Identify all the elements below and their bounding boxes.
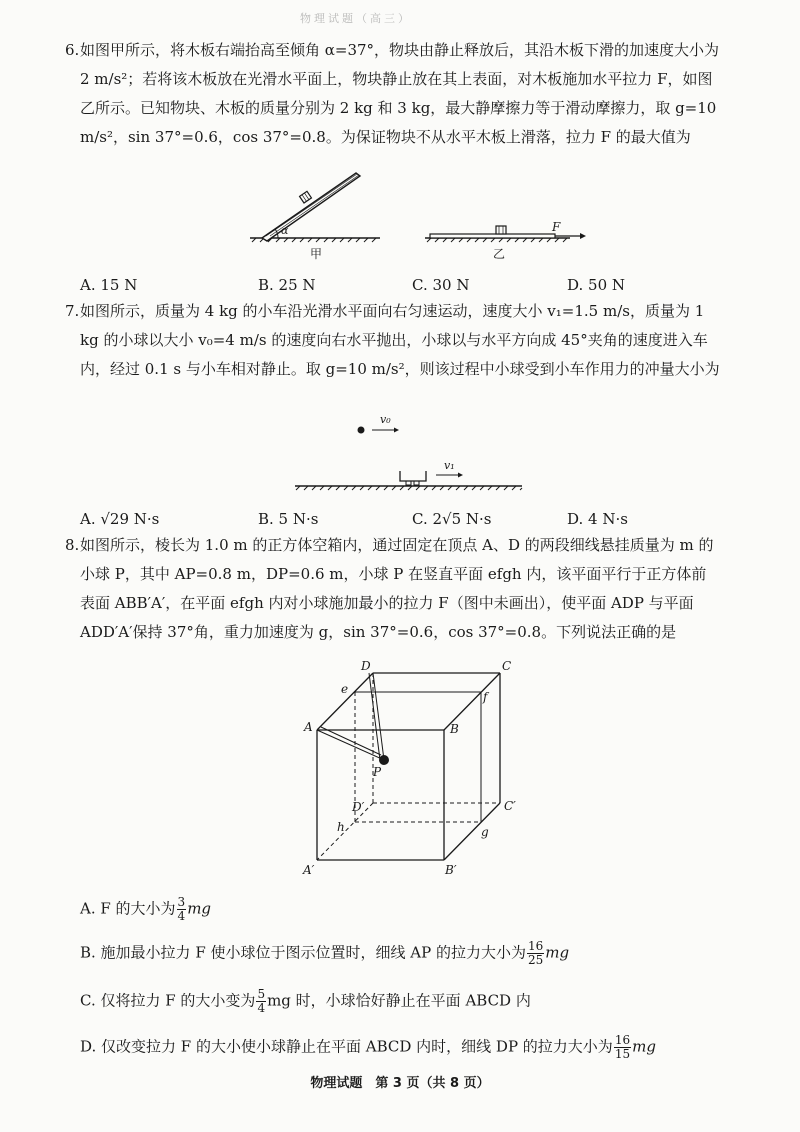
option-c[interactable]: C. 2√5 N·s [412,510,492,528]
option-a[interactable]: A. 15 N [80,276,138,294]
label-p: P [373,765,382,779]
option-text-tail: mg 时，小球恰好静止在平面 ABCD 内 [267,991,531,1010]
q8-option-b[interactable] [80,940,569,967]
q6-figure [240,170,590,265]
option-text-tail: mg [632,1037,656,1056]
question-number: 8. [65,536,80,554]
label-c-prime: C′ [504,799,516,813]
label-h: h [337,820,345,834]
question-8 [65,531,720,647]
ball-p [379,755,389,765]
label-a-prime: A′ [303,863,315,877]
cart [400,471,426,485]
angle-label: α [281,224,289,237]
v0-arrow-head [394,428,399,433]
fraction [527,940,544,967]
option-d[interactable]: D. 50 N [567,276,626,294]
flat-board [430,234,555,238]
option-text-tail: mg [545,943,570,962]
header-text: 物理试题（高三） [300,12,412,24]
question-6 [65,36,720,152]
cube-figure [295,655,535,880]
v1-label: v₁ [444,459,455,472]
label-b-prime: B′ [445,863,457,877]
figure-label-jia: 甲 [310,247,323,261]
page-footer: 物理试题 第 3 页（共 8 页） [310,1076,490,1091]
question-stem: 如图甲所示，将木板右端抬高至倾角 α=37°，物块由静止释放后，其沿木板下滑的加速度大小为 2 m/s²；若将该木板放在光滑水平面上，物块静止放在其上表面，对木板施加水平拉力 F，如图乙所示。已知物块、木板的质量分别为 2 kg 和 3 kg，最大静摩擦力等于滑动摩擦力，取 g=10 m/s²，sin 37°=0.6，cos 37°=0.8。为保证物块不从水平木板上滑落，拉力 F 的最大值为 [80,41,720,146]
option-text: D. 仅改变拉力 F 的大小使小球静止在平面 ABCD 内时，细线 DP 的拉力大小为 [80,1037,613,1056]
numerator: 3 [177,895,186,909]
label-b: B [450,722,459,736]
question-stem: 如图所示，质量为 4 kg 的小车沿光滑水平面向右匀速运动，速度大小 v₁=1.5 m/s，质量为 1 kg 的小球以大小 v₀=4 m/s 的速度向右水平抛出，小球以与水平方向成 45°夹角的速度进入车内，经过 0.1 s 与小车相对静止。取 g=10 m/s²，则该过程中小球受到小车作用力的冲量大小为 [80,302,720,378]
v0-label: v₀ [380,413,391,426]
fraction [256,988,266,1015]
label-f: f [483,690,488,704]
ground [295,486,522,490]
option-a[interactable]: A. √29 N·s [80,510,160,528]
label-e: e [341,682,349,696]
ground-right [425,238,570,242]
ball [358,427,365,434]
figure-label-yi: 乙 [493,247,506,261]
q7-figure [290,405,540,500]
denominator: 4 [177,909,186,923]
q8-option-d[interactable] [80,1034,656,1061]
denominator: 25 [527,953,544,967]
strings [317,673,384,760]
denominator: 4 [257,1001,266,1015]
q8-option-a[interactable] [80,896,211,923]
force-label: F [552,220,561,234]
option-b[interactable]: B. 25 N [258,276,316,294]
fraction [177,896,187,923]
question-number: 7. [65,302,80,320]
label-a: A [304,720,313,734]
option-d[interactable]: D. 4 N·s [567,510,628,528]
fraction [614,1034,631,1061]
question-7 [65,297,720,384]
label-c: C [502,659,512,673]
option-text: C. 仅将拉力 F 的大小变为 [80,991,256,1010]
option-b[interactable]: B. 5 N·s [258,510,319,528]
option-text-tail: mg [187,899,212,918]
option-c[interactable]: C. 30 N [412,276,470,294]
option-text: A. F 的大小为 [80,899,176,918]
block-on-incline [300,191,312,203]
question-number: 6. [65,41,80,59]
force-arrow-head [580,233,586,239]
question-stem: 如图所示，棱长为 1.0 m 的正方体空箱内，通过固定在顶点 A、D 的两段细线悬挂质量为 m 的小球 P，其中 AP=0.8 m，DP=0.6 m，小球 P 在竖直平面 efgh 内，该平面平行于正方体前表面 ABB′A′，在平面 efgh 内对小球施加最小的拉力 F（图中未画出），使平面 ADP 与平面 ADD′A′保持 37°角，重力加速度为 g，sin 37°=0.6，cos 37°=0.8。下列说法正确的是 [80,536,714,641]
v1-arrow-head [458,473,463,478]
block-on-board [496,226,506,234]
numerator: 16 [614,1033,631,1047]
label-g: g [481,825,489,839]
label-d: D [361,659,371,673]
numerator: 5 [257,987,266,1001]
numerator: 16 [527,939,544,953]
q8-option-c[interactable] [80,988,531,1015]
label-d-prime: D′ [352,800,365,814]
denominator: 15 [614,1047,631,1061]
option-text: B. 施加最小拉力 F 使小球位于图示位置时，细线 AP 的拉力大小为 [80,943,526,962]
